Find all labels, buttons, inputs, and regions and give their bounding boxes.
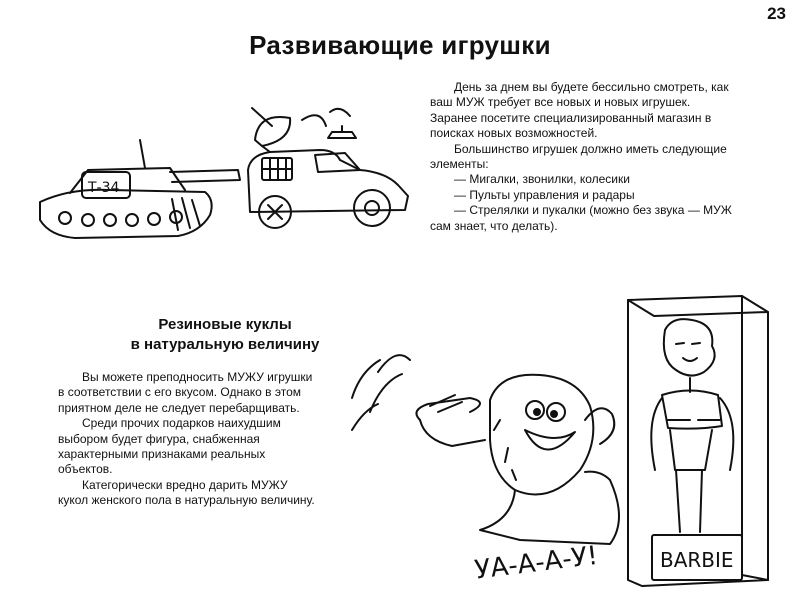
intro-line: Заранее посетите специализированный магазин в bbox=[430, 110, 712, 125]
body-line: приятном деле не следует перебарщивать. bbox=[58, 400, 300, 415]
truck-illustration bbox=[248, 108, 408, 228]
intro-line: элементы: bbox=[430, 157, 489, 172]
body-line: Среди прочих подарков наихудшим bbox=[82, 416, 281, 431]
body-line: кукол женского пола в натуральную величину. bbox=[58, 493, 315, 508]
body-line: характерными признаками реальных bbox=[58, 447, 266, 462]
section-title-line: в натуральную величину bbox=[130, 336, 320, 353]
intro-line: Большинство игрушек должно иметь следующие bbox=[454, 141, 727, 156]
body-line: выбором будет фигура, снабженная bbox=[58, 431, 260, 446]
intro-line: поисках новых возможностей. bbox=[430, 126, 598, 141]
intro-bullet: — Пульты управления и радары bbox=[454, 187, 635, 202]
body-line: Категорически вредно дарить МУЖУ bbox=[82, 477, 288, 492]
intro-line: ваш МУЖ требует все новых и новых игрушек. bbox=[430, 95, 691, 110]
page-title: Развивающие игрушки bbox=[249, 30, 551, 60]
section-title-line: Резиновые куклы bbox=[158, 316, 292, 333]
shout-text: УА-А-А-У! bbox=[473, 540, 600, 586]
body-line: в соответствии с его вкусом. Однако в этом bbox=[58, 385, 302, 400]
body-line: Вы можете преподносить МУЖУ игрушки bbox=[82, 370, 313, 384]
body-line: объектов. bbox=[58, 462, 113, 477]
intro-line: День за днем вы будете бессильно смотреть, как bbox=[454, 80, 729, 94]
box-label: BARBIE bbox=[660, 548, 734, 572]
man-illustration bbox=[352, 355, 619, 586]
page-number: 23 bbox=[767, 4, 786, 23]
intro-bullet: — Мигалки, звонилки, колесики bbox=[454, 172, 630, 187]
intro-bullet: — Стрелялки и пукалки (можно без звука — МУЖ bbox=[454, 203, 732, 218]
intro-line: сам знает, что делать). bbox=[430, 218, 558, 233]
tank-illustration bbox=[40, 140, 240, 238]
tank-label: Т-34 bbox=[88, 180, 120, 196]
barbie-box-illustration bbox=[628, 296, 768, 586]
